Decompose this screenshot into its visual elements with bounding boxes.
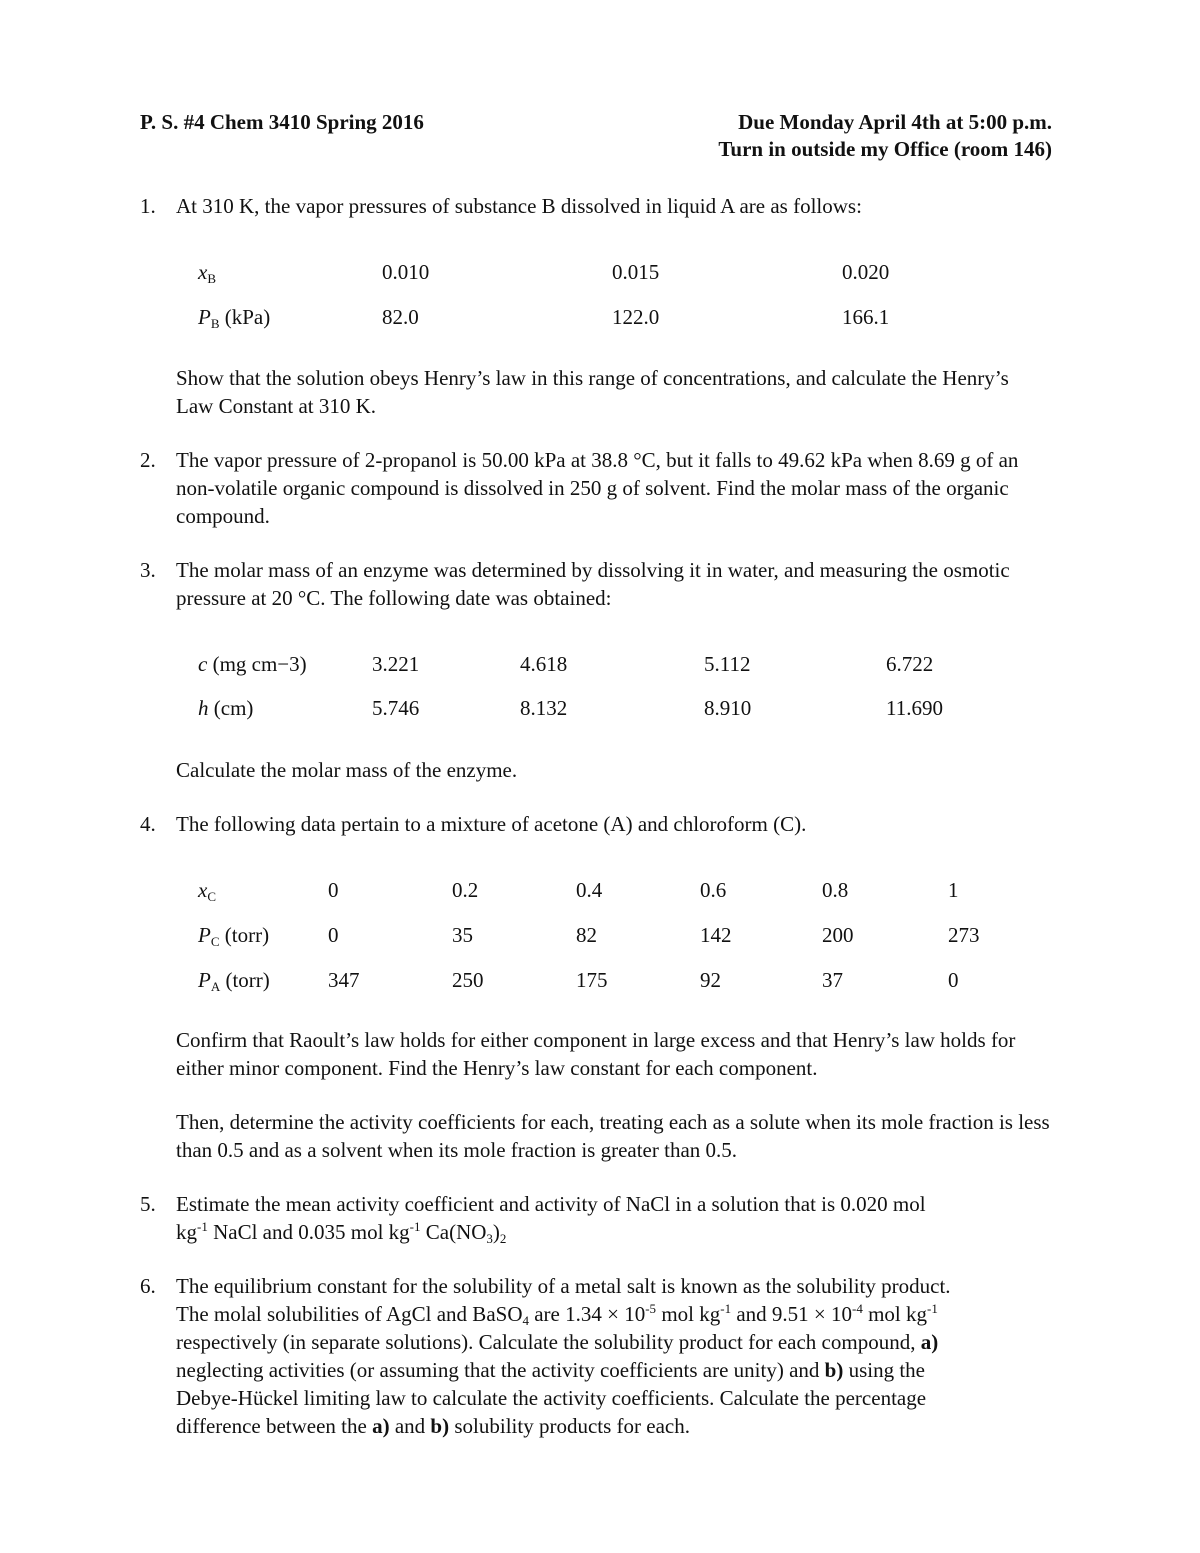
- table-cell: 37: [822, 968, 843, 992]
- problem-3-number: 3.: [140, 558, 156, 582]
- table-cell: 4.618: [520, 652, 568, 676]
- table-cell: 273: [948, 923, 980, 947]
- table-cell: 142: [700, 923, 732, 947]
- header-due-date: Due Monday April 4th at 5:00 p.m.: [738, 110, 1052, 134]
- table-cell: 8.910: [704, 696, 752, 720]
- table-cell: 8.132: [520, 696, 568, 720]
- problem-4-followup-1: Confirm that Raoult’s law holds for either component in large excess and that Henry’s law holds for either minor component. Find the Henry’s law constant for each component.: [176, 1028, 1016, 1080]
- problem-6-number: 6.: [140, 1274, 156, 1298]
- table-cell: 122.0: [612, 305, 660, 329]
- problem-1-intro: At 310 K, the vapor pressures of substance B dissolved in liquid A are as follows:: [176, 194, 862, 218]
- table-cell: 92: [700, 968, 721, 992]
- p4-row-xc-label: $x_C$: [198, 878, 216, 904]
- table-cell: 1: [948, 878, 959, 902]
- problem-6-text: The equilibrium constant for the solubility of a metal salt is known as the solubility product. The molal solubilities of AgCl and BaSO$_4$ are $1.34 \times 10^{-5}$ mol $kg^{-1}$ and $9.51 \times 10^{-4}$ mol $kg^{-1}$ respectively (in separate solutions). Calculate the solubility product for each compound, a) neglecting activities (or assuming that the activity coefficients are unity) and b) using the Debye-Hückel limiting law to calculate the activity coefficients. Calculate the percentage difference between the a) and b) solubility products for each.: [176, 1274, 951, 1438]
- problem-1-number: 1.: [140, 194, 156, 218]
- problem-5-number: 5.: [140, 1192, 156, 1216]
- table-cell: 200: [822, 923, 854, 947]
- problem-3-intro: The molar mass of an enzyme was determined by dissolving it in water, and measuring the osmotic pressure at 20 °C. The following date was obtained:: [176, 558, 1010, 610]
- table-cell: 0.6: [700, 878, 727, 902]
- table-cell: 0.015: [612, 260, 660, 284]
- problem-2-text: The vapor pressure of 2-propanol is 50.00 kPa at 38.8 °C, but it falls to 49.62 kPa when 8.69 g of an non-volatile organic compound is dissolved in 250 g of solvent. Find the molar mass of the organic compound.: [176, 448, 1019, 528]
- table-cell: 5.112: [704, 652, 751, 676]
- table-cell: 0.2: [452, 878, 479, 902]
- p1-row-pb-label: $P_B$ (kPa): [198, 305, 271, 331]
- table-cell: 347: [328, 968, 360, 992]
- table-cell: 0.020: [842, 260, 890, 284]
- header-turn-in: Turn in outside my Office (room 146): [718, 137, 1052, 161]
- table-cell: 0: [328, 878, 339, 902]
- table-cell: 166.1: [842, 305, 890, 329]
- table-cell: 5.746: [372, 696, 420, 720]
- table-cell: 0.010: [382, 260, 430, 284]
- table-cell: 6.722: [886, 652, 934, 676]
- table-cell: 11.690: [886, 696, 943, 720]
- table-cell: 3.221: [372, 652, 420, 676]
- p3-row-h-label: h (cm): [198, 696, 254, 720]
- problem-2-number: 2.: [140, 448, 156, 472]
- table-cell: 0.4: [576, 878, 603, 902]
- p4-row-pc-label: $P_C$ (torr): [198, 923, 270, 949]
- table-cell: 35: [452, 923, 473, 947]
- problem-3-followup: Calculate the molar mass of the enzyme.: [176, 758, 518, 782]
- table-cell: 175: [576, 968, 608, 992]
- table-cell: 0.8: [822, 878, 849, 902]
- p4-row-pa-label: $P_A$ (torr): [198, 968, 270, 994]
- table-cell: 0: [328, 923, 339, 947]
- p1-row-xb-label: $x_B$: [198, 260, 216, 286]
- problem-4-intro: The following data pertain to a mixture of acetone (A) and chloroform (C).: [176, 812, 807, 836]
- table-cell: 82.0: [382, 305, 419, 329]
- table-cell: 0: [948, 968, 959, 992]
- problem-5-text: Estimate the mean activity coefficient and activity of NaCl in a solution that is 0.020 mol $kg^{-1}$ NaCl and 0.035 mol $kg^{-1}$ $Ca(NO_3)_2$: [176, 1192, 926, 1246]
- problem-1-followup: Show that the solution obeys Henry’s law in this range of concentrations, and calculate the Henry’s Law Constant at 310 K.: [176, 366, 1009, 418]
- table-cell: 82: [576, 923, 597, 947]
- header-title: P. S. #4 Chem 3410 Spring 2016: [140, 110, 424, 134]
- p3-row-c-label: c (mg cm−3): [198, 652, 307, 676]
- problem-4-followup-2: Then, determine the activity coefficients for each, treating each as a solute when its mole fraction is less than 0.5 and as a solvent when its mole fraction is greater than 0.5.: [176, 1110, 1050, 1162]
- problem-4-number: 4.: [140, 812, 156, 836]
- table-cell: 250: [452, 968, 484, 992]
